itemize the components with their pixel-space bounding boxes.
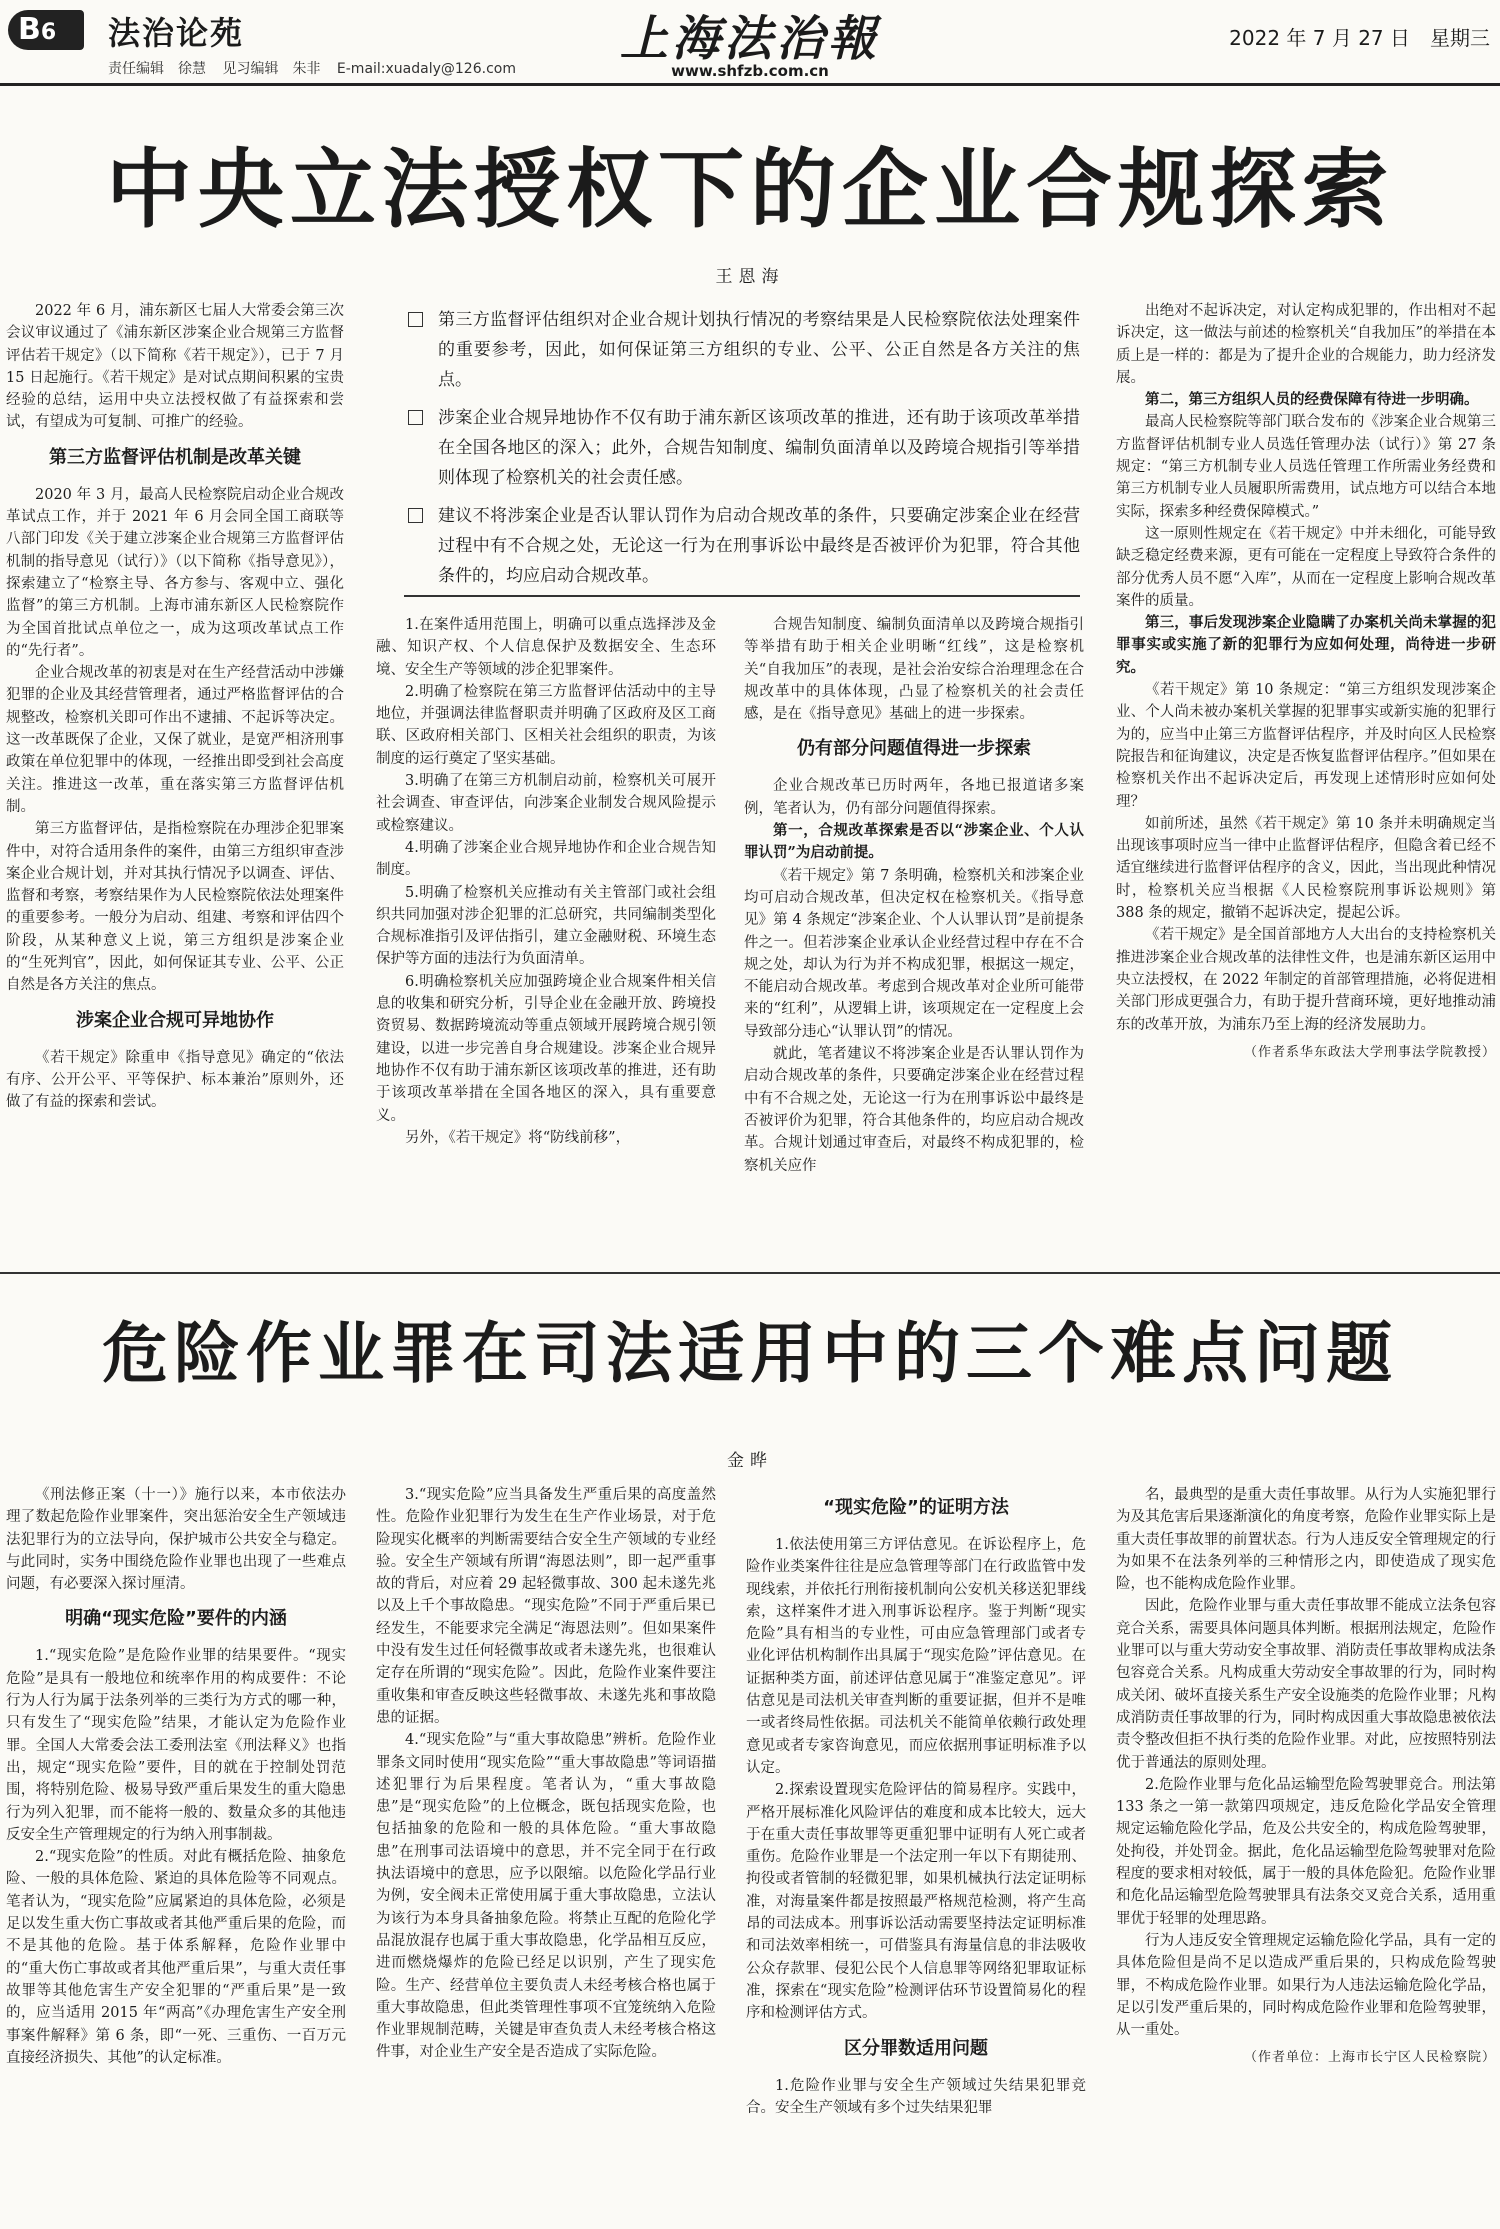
author-note: （作者单位：上海市长宁区人民检察院） <box>1243 2050 1496 2066</box>
paragraph: 1.在案件适用范围上，明确可以重点选择涉及金融、知识产权、个人信息保护及数据安全、生态环境、安全生产等领域的涉企犯罪案件。 <box>376 617 716 678</box>
paragraph: 最高人民检察院等部门联合发布的《涉案企业合规第三方监督评估机制专业人员选任管理办法（试行）》第 27 条规定：“第三方机制专业人员选任管理工作所需业务经费和第三方机制专业人员履职所需费用，试点地方可以结合本地实际，探索多种经费保障模式。” <box>1116 414 1496 520</box>
subheading: 区分罪数适用问题 <box>844 2037 988 2059</box>
checkbox-square-icon <box>408 410 423 425</box>
masthead <box>0 0 1500 86</box>
paragraph: 2.明确了检察院在第三方监督评估活动中的主导地位，并强调法律监督职责并明确了区政府及区工商联、区政府相关部门、区相关社会组织的职责，为该制度的运行奠定了坚实基础。 <box>376 683 716 767</box>
paragraph: 1.“现实危险”是危险作业罪的结果要件。“现实危险”是具有一般地位和统率作用的构成要件：不论行为人行为属于法条列举的三类行为方式的哪一种，只有发生了“现实危险”结果，才能认定为危险作业罪。全国人大常委会法工委刑法室《刑法释义》也指出，规定“现实危险”要件，目的就在于控制处罚范围，将特别危险、极易导致严重后果发生的重大隐患行为列入犯罪，而不能将一般的、数量众多的其他违反安全生产管理规定的行为纳入刑事制裁。 <box>6 1648 346 1843</box>
highlight-item <box>404 305 1080 395</box>
newspaper-url: www.shfzb.com.cn <box>671 62 829 80</box>
paragraph: 就此，笔者建议不将涉案企业是否认罪认罚作为启动合规改革的条件，只要确定涉案企业在经营过程中有不合规之处，无论这一行为在刑事诉讼中最终是否被评价为犯罪，符合其他条件的，均应启动合规改革。合规计划通过审查后，对最终不构成犯罪的，检察机关应作 <box>744 1046 1084 1174</box>
editor-chief: 责任编辑 徐慧 <box>108 61 206 77</box>
article2-column-1 <box>6 1484 346 2224</box>
section-name: 法治论苑 <box>108 14 245 52</box>
subheading: 仍有部分问题值得进一步探索 <box>797 738 1031 760</box>
newspaper-logo: 上海法治報 <box>619 11 880 67</box>
highlight-text: 第三方监督评估组织对企业合规计划执行情况的考察结果是人民检察院依法处理案件的重要参考，因此，如何保证第三方组织的专业、公平、公正自然是各方关注的焦点。 <box>438 310 1080 390</box>
paragraph: 合规告知制度、编制负面清单以及跨境合规指引等举措有助于相关企业明晰“红线”，这是检察机关“自我加压”的表现，是社会治安综合治理理念在合规改革中的具体体现，凸显了检察机关的社会责任感，是在《指导意见》基础上的进一步探索。 <box>744 617 1084 723</box>
paragraph: 5.明确了检察机关应推动有关主管部门或社会组织共同加强对涉企犯罪的汇总研究，共同编制类型化合规标准指引及评估指引，建立金融财税、环境生态保护等方面的违法行为负面清单。 <box>376 884 716 968</box>
paragraph: 1.危险作业罪与安全生产领域过失结果犯罪竞合。安全生产领域有多个过失结果犯罪 <box>746 2077 1086 2116</box>
subheading: 涉案企业合规可异地协作 <box>76 1009 274 1031</box>
highlight-text: 建议不将涉案企业是否认罪认罚作为启动合规改革的条件，只要确定涉案企业在经营过程中有不合规之处，无论这一行为在刑事诉讼中最终是否被评价为犯罪，符合其他条件的，均应启动合规改革。 <box>438 506 1080 586</box>
paragraph: 4.明确了涉案企业合规异地协作和企业合规告知制度。 <box>376 839 716 879</box>
page-number: 6 <box>40 20 57 45</box>
article1-highlight-box <box>404 305 1080 597</box>
paragraph: 4.“现实危险”与“重大事故隐患”辨析。危险作业罪条文同时使用“现实危险”“重大事故隐患”等词语描述犯罪行为后果程度。笔者认为，“重大事故隐患”是“现实危险”的上位概念，既包括现实危险，也包括抽象的危险和一般的具体危险。“重大事故隐患”在刑事司法语境中的意思，并不完全同于在行政执法语境中的意思，应予以限缩。以危险化学品行业为例，安全阀未正常使用属于重大事故隐患，立法认为该行为本身具备抽象危险。将禁止互配的危险化学品混放混存也属于重大事故隐患，化学品相互反应，进而燃烧爆炸的危险已经足以识别，产生了现实危险。生产、经营单位主要负责人未经考核合格也属于重大事故隐患，但此类管理性事项不宜笼统纳入危险作业罪规制范畴，关键是审查负责人未经考核合格这件事，对企业生产安全是否造成了实际危险。 <box>376 1732 716 2061</box>
article2-column-3 <box>746 1484 1086 2224</box>
article1-column-4 <box>1116 300 1496 1265</box>
lead-paragraph: 第二，第三方组织人员的经费保障有待进一步明确。 <box>1145 391 1479 409</box>
lead-paragraph: 第一，合规改革探索是否以“涉案企业、个人认罪认罚”为启动前提。 <box>744 822 1084 862</box>
paragraph: 《刑法修正案（十一）》施行以来，本市依法办理了数起危险作业罪案件，突出惩治安全生产领域违法犯罪行为的立法导向，保护城市公共安全与稳定。与此同时，实务中围绕危险作业罪也出现了一些难点问题，有必要深入探讨厘清。 <box>6 1487 346 1593</box>
paragraph: 2022 年 6 月，浦东新区七届人大常委会第三次会议审议通过了《浦东新区涉案企业合规第三方监督评估若干规定》（以下简称《若干规定》），已于 7 月 15 日起施行。《若干规定》是对试点期间积累的宝贵经验的总结，运用中央立法授权做了有益探索和尝试，有望成为可复制、可推广的经验。 <box>6 303 344 431</box>
section-letter: B <box>18 12 41 47</box>
paragraph: 《若干规定》除重申《指导意见》确定的“依法有序、公开公平、平等保护、标本兼治”原则外，还做了有益的探索和尝试。 <box>6 1049 344 1111</box>
article2-column-2 <box>376 1484 716 2224</box>
article-divider <box>0 1272 1500 1274</box>
paragraph: 企业合规改革的初衷是对在生产经营活动中涉嫌犯罪的企业及其经营管理者，通过严格监督评估的合规整改，检察机关即可作出不逮捕、不起诉等决定。这一改革既保了企业，又保了就业，是宽严相济刑事政策在单位犯罪中的体现，一经推出即受到社会高度关注。推进这一改革，重在落实第三方监督评估机制。 <box>6 665 344 815</box>
paragraph: 《若干规定》是全国首部地方人大出台的支持检察机关推进涉案企业合规改革的法律性文件，也是浦东新区运用中央立法授权，在 2022 年制定的首部管理措施，必将促进相关部门形成更强合力，有助于提升营商环境，更好地推动浦东的改革开放，为浦东乃至上海的经济发展助力。 <box>1116 927 1496 1033</box>
editor-intern: 见习编辑 朱非 <box>222 61 321 77</box>
author-note: （作者系华东政法大学刑事法学院教授） <box>1243 1044 1496 1060</box>
paragraph: 2020 年 3 月，最高人民检察院启动企业合规改革试点工作，并于 2021 年 6 月会同全国工商联等八部门印发《关于建立涉案企业合规第三方监督评估机制的指导意见（试行）》（以下简称《指导意见》），探索建立了“检察主导、各方参与、客观中立、强化监督”的第三方机制。上海市浦东新区人民检察院作为全国首批试点单位之一，成为这项改革试点工作的“先行者”。 <box>6 486 344 659</box>
paragraph: 这一原则性规定在《若干规定》中并未细化，可能导致缺乏稳定经费来源，更有可能在一定程度上导致符合条件的部分优秀人员不愿“入库”，从而在一定程度上影响合规改革案件的质量。 <box>1116 525 1496 609</box>
subheading: “现实危险”的证明方法 <box>823 1497 1009 1518</box>
article2-column-4 <box>1116 1484 1496 2224</box>
paragraph: 3.明确了在第三方机制启动前，检察机关可展开社会调查、审查评估，向涉案企业制发合规风险提示或检察建议。 <box>376 773 716 834</box>
checkbox-square-icon <box>408 312 423 327</box>
paragraph: 《若干规定》第 10 条规定：“第三方组织发现涉案企业、个人尚未被办案机关掌握的犯罪事实或新实施的犯罪行为的，应当中止第三方监督评估程序，并及时向区人民检察院报告和征询建议，决定是否恢复监督评估程序。”但如果在检察机关作出不起诉决定后，再发现上述情形时应如何处理？ <box>1116 682 1496 810</box>
paragraph: 名，最典型的是重大责任事故罪。从行为人实施犯罪行为及其危害后果逐渐演化的角度考察，危险作业罪实际上是重大责任事故罪的前置状态。行为人违反安全管理规定的行为如果不在法条列举的三种情形之内，即使造成了现实危险，也不能构成危险作业罪。 <box>1116 1487 1496 1593</box>
paragraph: 第三方监督评估，是指检察院在办理涉企犯罪案件中，对符合适用条件的案件，由第三方组织审查涉案企业合规计划，并对其执行情况予以调查、评估、监督和考察，考察结果作为人民检察院依法处理案件的重要参考。一般分为启动、组建、考察和评估四个阶段，从某种意义上说，第三方组织是涉案企业的“生死判官”，因此，如何保证其专业、公平、公正自然是各方关注的焦点。 <box>6 821 344 994</box>
paragraph: 2.探索设置现实危险评估的简易程序。实践中，严格开展标准化风险评估的难度和成本比较大，远大于在重大责任事故罪等更重犯罪中证明有人死亡或者重伤。危险作业罪是一个法定刑一年以下有期徒刑、拘役或者管制的轻微犯罪，如果机械执行法定证明标准，对海量案件都是按照最严格规范检测，将产生高昂的司法成本。刑事诉讼活动需要坚持法定证明标准和司法效率相统一，可借鉴具有海量信息的非法吸收公众存款罪、侵犯公民个人信息罪等网络犯罪取证标准，探索在“现实危险”检测评估环节设置简易化的程序和检测评估方式。 <box>746 1782 1086 2022</box>
article1-title: 中央立法授权下的企业合规探索 <box>106 140 1394 240</box>
paragraph: 如前所述，虽然《若干规定》第 10 条并未明确规定当出现该事项时应当一律中止监督评估程序，但隐含着已经不适宜继续进行监督评估程序的含义，因此，当出现此种情况时，检察机关应当根据《人民检察院刑事诉讼规则》第 388 条的规定，撤销不起诉决定，提起公诉。 <box>1116 815 1496 922</box>
subheading: 明确“现实危险”要件的内涵 <box>65 1608 287 1630</box>
paragraph: 6.明确检察机关应加强跨境企业合规案件相关信息的收集和研究分析，引导企业在金融开放、跨境投资贸易、数据跨境流动等重点领域开展跨境合规引领建设，以进一步完善自身合规建设。涉案企业合规异地协作不仅有助于浦东新区该项改革的推进，还有助于该项改革举措在全国各地区的深入，具有重要意义。 <box>376 973 716 1124</box>
page-number-badge <box>8 10 84 50</box>
paragraph: 行为人违反安全管理规定运输危险化学品，具有一定的具体危险但是尚不足以造成严重后果的，只构成危险驾驶罪，不构成危险作业罪。如果行为人违法运输危险化学品，足以引发严重后果的，同时构成危险作业罪和危险驾驶罪，从一重处。 <box>1116 1932 1496 2039</box>
paragraph: 出绝对不起诉决定，对认定构成犯罪的，作出相对不起诉决定，这一做法与前述的检察机关“自我加压”的举措在本质上是一样的：都是为了提升企业的合规能力，助力经济发展。 <box>1116 303 1496 386</box>
article2-author: 金晔 <box>727 1451 773 1471</box>
issue-date: 2022 年 7 月 27 日 星期三 <box>1229 26 1490 50</box>
article2-title: 危险作业罪在司法适用中的三个难点问题 <box>102 1315 1398 1392</box>
highlight-item <box>404 501 1080 591</box>
paragraph: 3.“现实危险”应当具备发生严重后果的高度盖然性。危险作业犯罪行为发生在生产作业场景，对于危险现实化概率的判断需要结合安全生产领域的专业经验。安全生产领域有所谓“海恩法则”，即一起严重事故的背后，对应着 29 起轻微事故、300 起未遂先兆以及上千个事故隐患。“现实危险”不同于严重后果已经发生，不能要求完全满足“海恩法则”。但如果案件中没有发生过任何轻微事故或者未遂先兆，也很难认定存在所谓的“现实危险”。因此，危险作业案件要注重收集和审查反映这些轻微事故、未遂先兆和事故隐患的证据。 <box>376 1487 716 1726</box>
paragraph: 2.“现实危险”的性质。对此有概括危险、抽象危险、一般的具体危险、紧迫的具体危险等不同观点。笔者认为，“现实危险”应属紧迫的具体危险，必须是足以发生重大伤亡事故或者其他严重后果的危险，而不是其他的危险。基于体系解释，危险作业罪中的“重大伤亡事故或者其他严重后果”，与重大责任事故罪等其他危害生产安全犯罪的“严重后果”是一致的，应当适用 2015 年“两高”《办理危害生产安全刑事案件解释》第 6 条，即“一死、三重伤、一百万元直接经济损失、其他”的认定标准。 <box>6 1849 346 2066</box>
article1-author: 王恩海 <box>715 267 785 287</box>
paragraph: 2.危险作业罪与危化品运输型危险驾驶罪竞合。刑法第 133 条之一第一款第四项规定，违反危险化学品安全管理规定运输危险化学品，危及公共安全的，构成危险驾驶罪，处拘役，并处罚金。据此，危化品运输型危险驾驶罪对危险程度的要求相对较低，属于一般的具体危险犯。危险作业罪和危化品运输型危险驾驶罪具有法条交叉竞合关系，适用重罪优于轻罪的处理思路。 <box>1116 1776 1496 1927</box>
paragraph: 《若干规定》第 7 条明确，检察机关和涉案企业均可启动合规改革，但决定权在检察机关。《指导意见》第 4 条规定“涉案企业、个人认罪认罚”是前提条件之一。但若涉案企业承认企业经营过程中存在不合规之处，却认为行为并不构成犯罪，根据这一规定，不能启动合规改革。考虑到合规改革对企业所可能带来的“红利”，从逻辑上讲，该项规定在一定程度上会导致部分违心“认罪认罚”的情况。 <box>744 867 1084 1040</box>
editor-line <box>108 58 528 78</box>
paragraph: 因此，危险作业罪与重大责任事故罪不能成立法条包容竞合关系，需要具体问题具体判断。根据刑法规定，危险作业罪可以与重大劳动安全事故罪、消防责任事故罪构成法条包容竞合关系。凡构成重大劳动安全事故罪的行为，同时构成关闭、破坏直接关系生产安全设施类的危险作业罪；凡构成消防责任事故罪的行为，同时构成因重大事故隐患被依法责令整改但拒不执行类的危险作业罪。对此，应按照特别法优于普通法的原则处理。 <box>1116 1598 1496 1771</box>
checkbox-square-icon <box>408 508 423 523</box>
subheading: 第三方监督评估机制是改革关键 <box>49 446 301 468</box>
article1-column-3 <box>744 614 1084 1264</box>
article1-column-1 <box>6 300 344 1265</box>
highlight-text: 涉案企业合规异地协作不仅有助于浦东新区该项改革的推进，还有助于该项改革举措在全国各地区的深入；此外，合规告知制度、编制负面清单以及跨境合规指引等举措则体现了检察机关的社会责任感。 <box>438 408 1080 488</box>
editor-email: E-mail:xuadaly@126.com <box>336 61 516 77</box>
lead-paragraph: 第三，事后发现涉案企业隐瞒了办案机关尚未掌握的犯罪事实或实施了新的犯罪行为应如何处理，尚待进一步研究。 <box>1116 614 1496 676</box>
paragraph: 另外，《若干规定》将“防线前移”， <box>405 1129 631 1146</box>
article1-column-2 <box>376 614 716 1264</box>
paragraph: 企业合规改革已历时两年，各地已报道诸多案例，笔者认为，仍有部分问题值得探索。 <box>744 778 1084 817</box>
highlight-item <box>404 403 1080 493</box>
paragraph: 1.依法使用第三方评估意见。在诉讼程序上，危险作业类案件往往是应急管理等部门在行政监管中发现线索，并依托行刑衔接机制向公安机关移送犯罪线索，这样案件才进入刑事诉讼程序。鉴于判断“现实危险”具有相当的专业性，可由应急管理部门或者专业化评估机构制作出具属于“现实危险”评估意见。在证据种类方面，前述评估意见属于“准鉴定意见”。评估意见是司法机关审查判断的重要证据，但并不是唯一或者终局性依据。司法机关不能简单依赖行政处理意见或者专家咨询意见，而应依据刑事证明标准予以认定。 <box>746 1537 1086 1776</box>
